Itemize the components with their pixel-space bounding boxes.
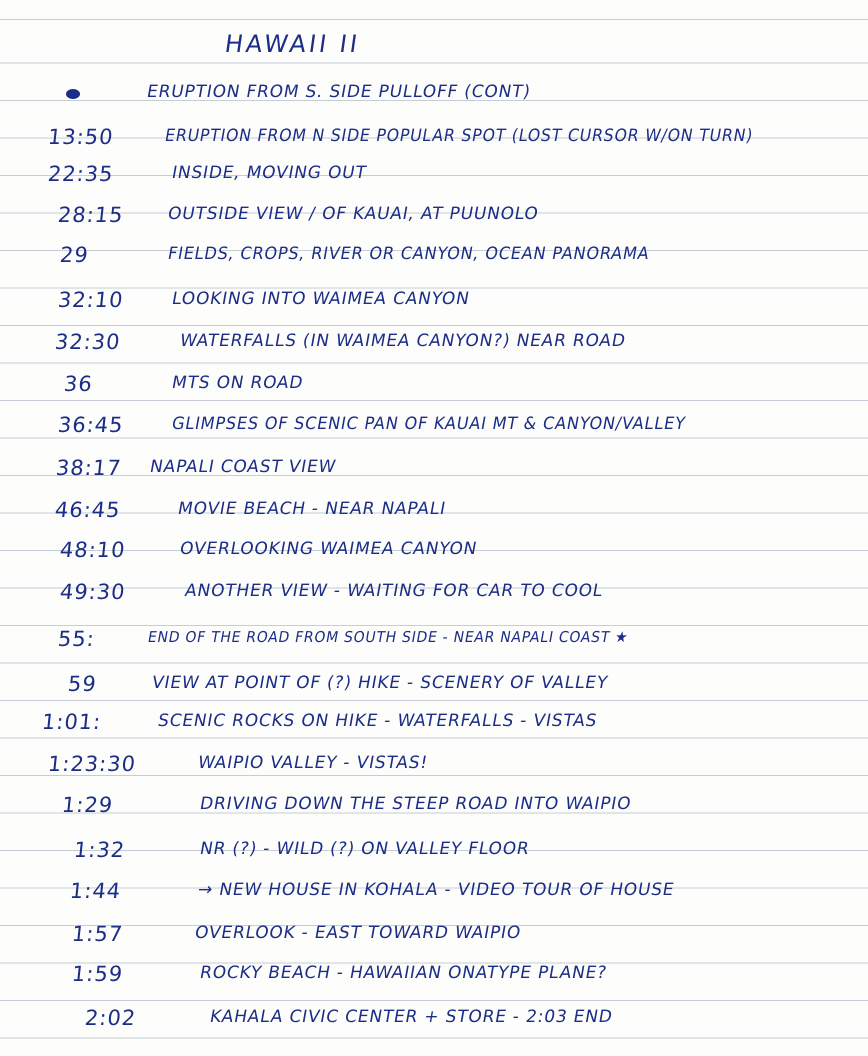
entry-text: END OF THE ROAD FROM SOUTH SIDE - NEAR NAPALI COAST ★ [146, 628, 630, 646]
entry-time: 1:59 [70, 962, 125, 986]
entry-time: 1:01: [40, 710, 103, 734]
entry-time: 48:10 [58, 538, 127, 562]
entry-time: 46:45 [53, 498, 122, 522]
log-entry [0, 456, 868, 490]
entry-text: NR (?) - WILD (?) ON VALLEY FLOOR [198, 839, 532, 859]
entry-text: → NEW HOUSE IN KOHALA - VIDEO TOUR OF HOUSE [196, 880, 676, 900]
log-entry [0, 922, 868, 956]
log-entry [0, 372, 868, 406]
entry-text: SCENIC ROCKS ON HIKE - WATERFALLS - VISTAS [156, 711, 599, 731]
entry-text: INSIDE, MOVING OUT [170, 163, 369, 183]
log-entry [0, 710, 868, 744]
log-entry [0, 330, 868, 364]
entry-text: ANOTHER VIEW - WAITING FOR CAR TO COOL [183, 581, 605, 601]
log-entry [0, 125, 868, 159]
entry-text: ROCKY BEACH - HAWAIIAN ONATYPE PLANE? [198, 963, 609, 983]
log-entry [0, 752, 868, 786]
log-entry [0, 243, 868, 277]
entry-time: 55: [56, 627, 97, 651]
log-entry [0, 413, 868, 447]
log-entry [0, 538, 868, 572]
log-entry [0, 879, 868, 913]
log-entry [0, 81, 868, 115]
bullet-icon [66, 89, 80, 99]
log-entry [0, 162, 868, 196]
log-entry [0, 962, 868, 996]
log-entry [0, 672, 868, 706]
entry-time: 22:35 [46, 162, 115, 186]
entry-text: WATERFALLS (IN WAIMEA CANYON?) NEAR ROAD [178, 331, 628, 351]
entry-text: GLIMPSES OF SCENIC PAN OF KAUAI MT & CANYON/VALLEY [170, 414, 688, 434]
entry-time: 29 [58, 243, 90, 267]
log-entry [0, 203, 868, 237]
entry-time: 2:02 [83, 1006, 138, 1030]
entry-text: KAHALA CIVIC CENTER + STORE - 2:03 END [208, 1007, 615, 1027]
entry-time: 13:50 [46, 125, 115, 149]
log-entry [0, 498, 868, 532]
entry-text: OVERLOOKING WAIMEA CANYON [178, 539, 479, 559]
entry-time: 49:30 [58, 580, 127, 604]
entry-time: 32:10 [56, 288, 125, 312]
entry-time: 38:17 [54, 456, 123, 480]
log-entry [0, 627, 868, 661]
entry-time: 1:32 [72, 838, 127, 862]
entry-time: 1:44 [68, 879, 123, 903]
entry-text: WAIPIO VALLEY - VISTAS! [196, 753, 430, 773]
entry-text: OUTSIDE VIEW / OF KAUAI, AT PUUNOLO [166, 204, 541, 224]
entry-text: MTS ON ROAD [170, 373, 305, 393]
entry-time: 1:29 [60, 793, 115, 817]
entry-time: 32:30 [53, 330, 122, 354]
entry-text: ERUPTION FROM S. SIDE PULLOFF (CONT) [145, 82, 533, 102]
entry-time: 59 [66, 672, 98, 696]
log-entry [0, 838, 868, 872]
entry-time: 36 [62, 372, 94, 396]
log-entry [0, 580, 868, 614]
page-title: HAWAII II [223, 30, 362, 58]
entry-text: VIEW AT POINT OF (?) HIKE - SCENERY OF VALLEY [150, 673, 610, 693]
entry-text: FIELDS, CROPS, RIVER OR CANYON, OCEAN PANORAMA [166, 244, 652, 264]
entry-time: 1:57 [70, 922, 125, 946]
log-entry [0, 1006, 868, 1040]
entry-text: ERUPTION FROM N SIDE POPULAR SPOT (LOST CURSOR W/ON TURN) [163, 126, 755, 146]
entry-text: MOVIE BEACH - NEAR NAPALI [176, 499, 448, 519]
entry-time: 28:15 [56, 203, 125, 227]
entry-text: OVERLOOK - EAST TOWARD WAIPIO [193, 923, 523, 943]
entry-text: LOOKING INTO WAIMEA CANYON [170, 289, 472, 309]
entry-time: 1:23:30 [46, 752, 138, 776]
entry-text: NAPALI COAST VIEW [148, 457, 338, 477]
entry-text: DRIVING DOWN THE STEEP ROAD INTO WAIPIO [198, 794, 633, 814]
log-entry [0, 793, 868, 827]
log-entry [0, 288, 868, 322]
entry-time: 36:45 [56, 413, 125, 437]
